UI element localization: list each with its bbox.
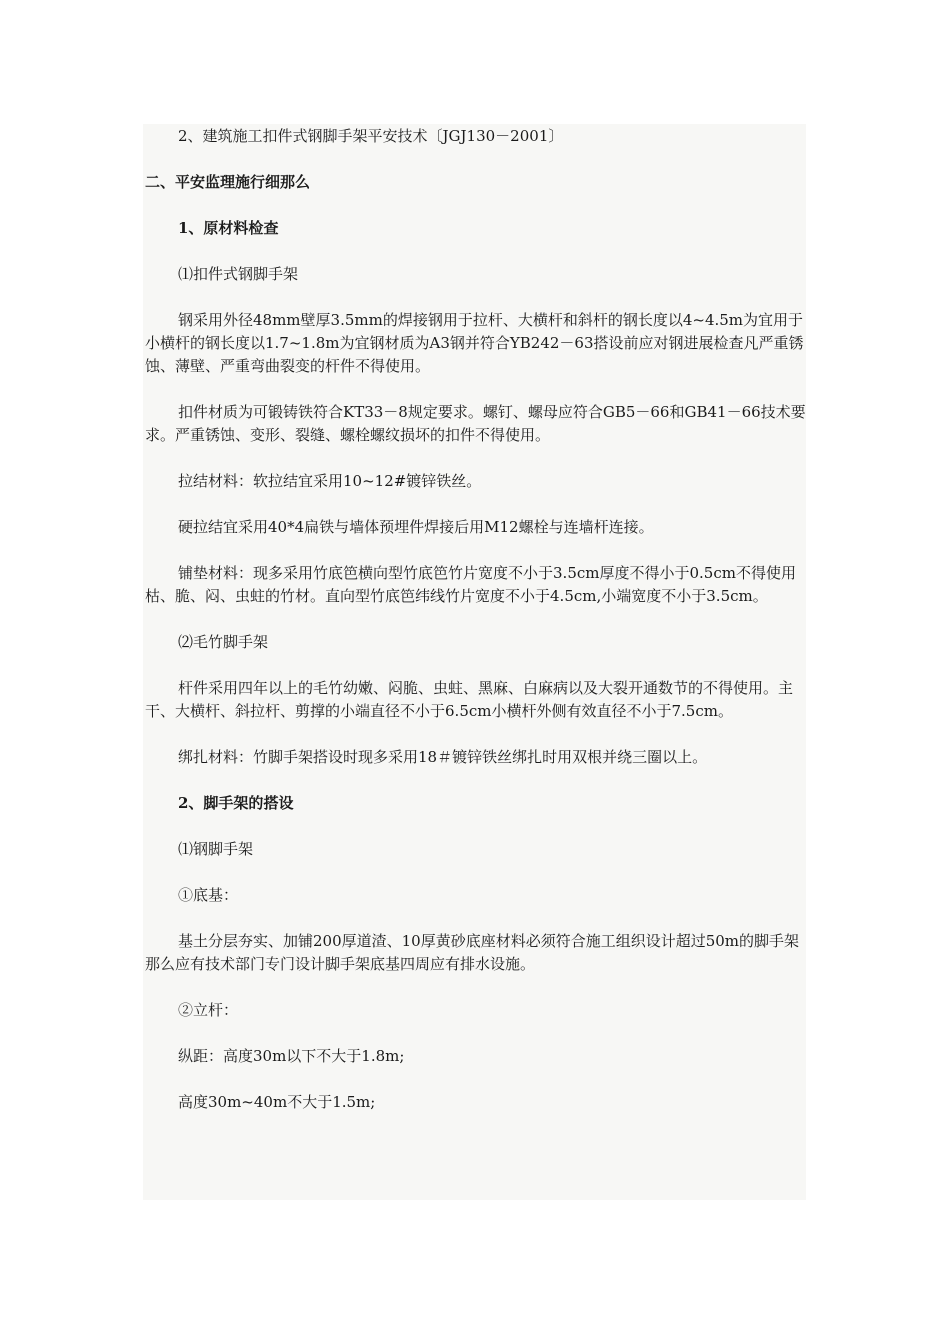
paragraph-spacing-under-30m: 纵距：高度30m以下不大于1.8m; — [178, 1047, 405, 1065]
paragraph-foundation: 基土分层夯实、加铺200厚道渣、10厚黄砂底座材料必须符合施工组织设计超过50m的脚手架那么应有技术部门专门设计脚手架底基四周应有排水设施。 — [145, 932, 800, 973]
paragraph-bamboo-poles: 杆件采用四年以上的毛竹幼嫩、闷脆、虫蛀、黑麻、白麻病以及大裂开通数节的不得使用。主干、大横杆、斜拉杆、剪撑的小端直径不小于6.5cm小横杆外侧有效直径不小于7.5cm。 — [145, 679, 794, 720]
paragraph-pad-material: 铺垫材料：现多采用竹底笆横向型竹底笆竹片宽度不小于3.5cm厚度不得小于0.5cm不得使用枯、脆、闷、虫蛀的竹材。直向型竹底笆纬线竹片宽度不小于4.5cm,小端宽度不小于3.5cm。 — [145, 564, 796, 605]
paragraph-spacing-30-40m: 高度30m~40m不大于1.5m; — [178, 1093, 376, 1111]
paragraph-binding-material: 绑扎材料：竹脚手架搭设时现多采用18＃镀锌铁丝绑扎时用双根并绕三圈以上。 — [178, 748, 708, 766]
item-upright-pole: ②立杆： — [178, 1001, 239, 1019]
item-foundation: ①底基： — [178, 886, 239, 904]
document-body — [145, 124, 807, 1137]
paragraph-steel-tube: 钢采用外径48mm壁厚3.5mm的焊接钢用于拉杆、大横杆和斜杆的钢长度以4~4.5m为宜用于小横杆的钢长度以1.7~1.8m为宜钢材质为A3钢并符合YB242－63搭设前应对钢进展检查凡严重锈蚀、薄壁、严重弯曲裂变的杆件不得使用。 — [145, 311, 804, 375]
subheading-scaffold-erection: 2、脚手架的搭设 — [178, 794, 294, 812]
item-steel-scaffold: ⑴钢脚手架 — [178, 840, 254, 858]
reference-standard-2: 2、建筑施工扣件式钢脚手架平安技术〔JGJ130－2001〕 — [178, 127, 564, 145]
subheading-raw-material-check: 1、原材料检查 — [178, 219, 279, 237]
paragraph-soft-tie: 拉结材料：软拉结宜采用10~12#镀锌铁丝。 — [178, 472, 482, 490]
item-bamboo-scaffold: ⑵毛竹脚手架 — [178, 633, 269, 651]
paragraph-hard-tie: 硬拉结宜采用40*4扁铁与墙体预埋件焊接后用M12螺栓与连墙杆连接。 — [178, 518, 654, 536]
item-fastener-steel-scaffold: ⑴扣件式钢脚手架 — [178, 265, 299, 283]
paragraph-fastener-material: 扣件材质为可锻铸铁符合KT33－8规定要求。螺钉、螺母应符合GB5－66和GB41－66技术要求。严重锈蚀、变形、裂缝、螺栓螺纹损坏的扣件不得使用。 — [145, 403, 806, 444]
section-heading-2: 二、平安监理施行细那么 — [145, 173, 311, 191]
